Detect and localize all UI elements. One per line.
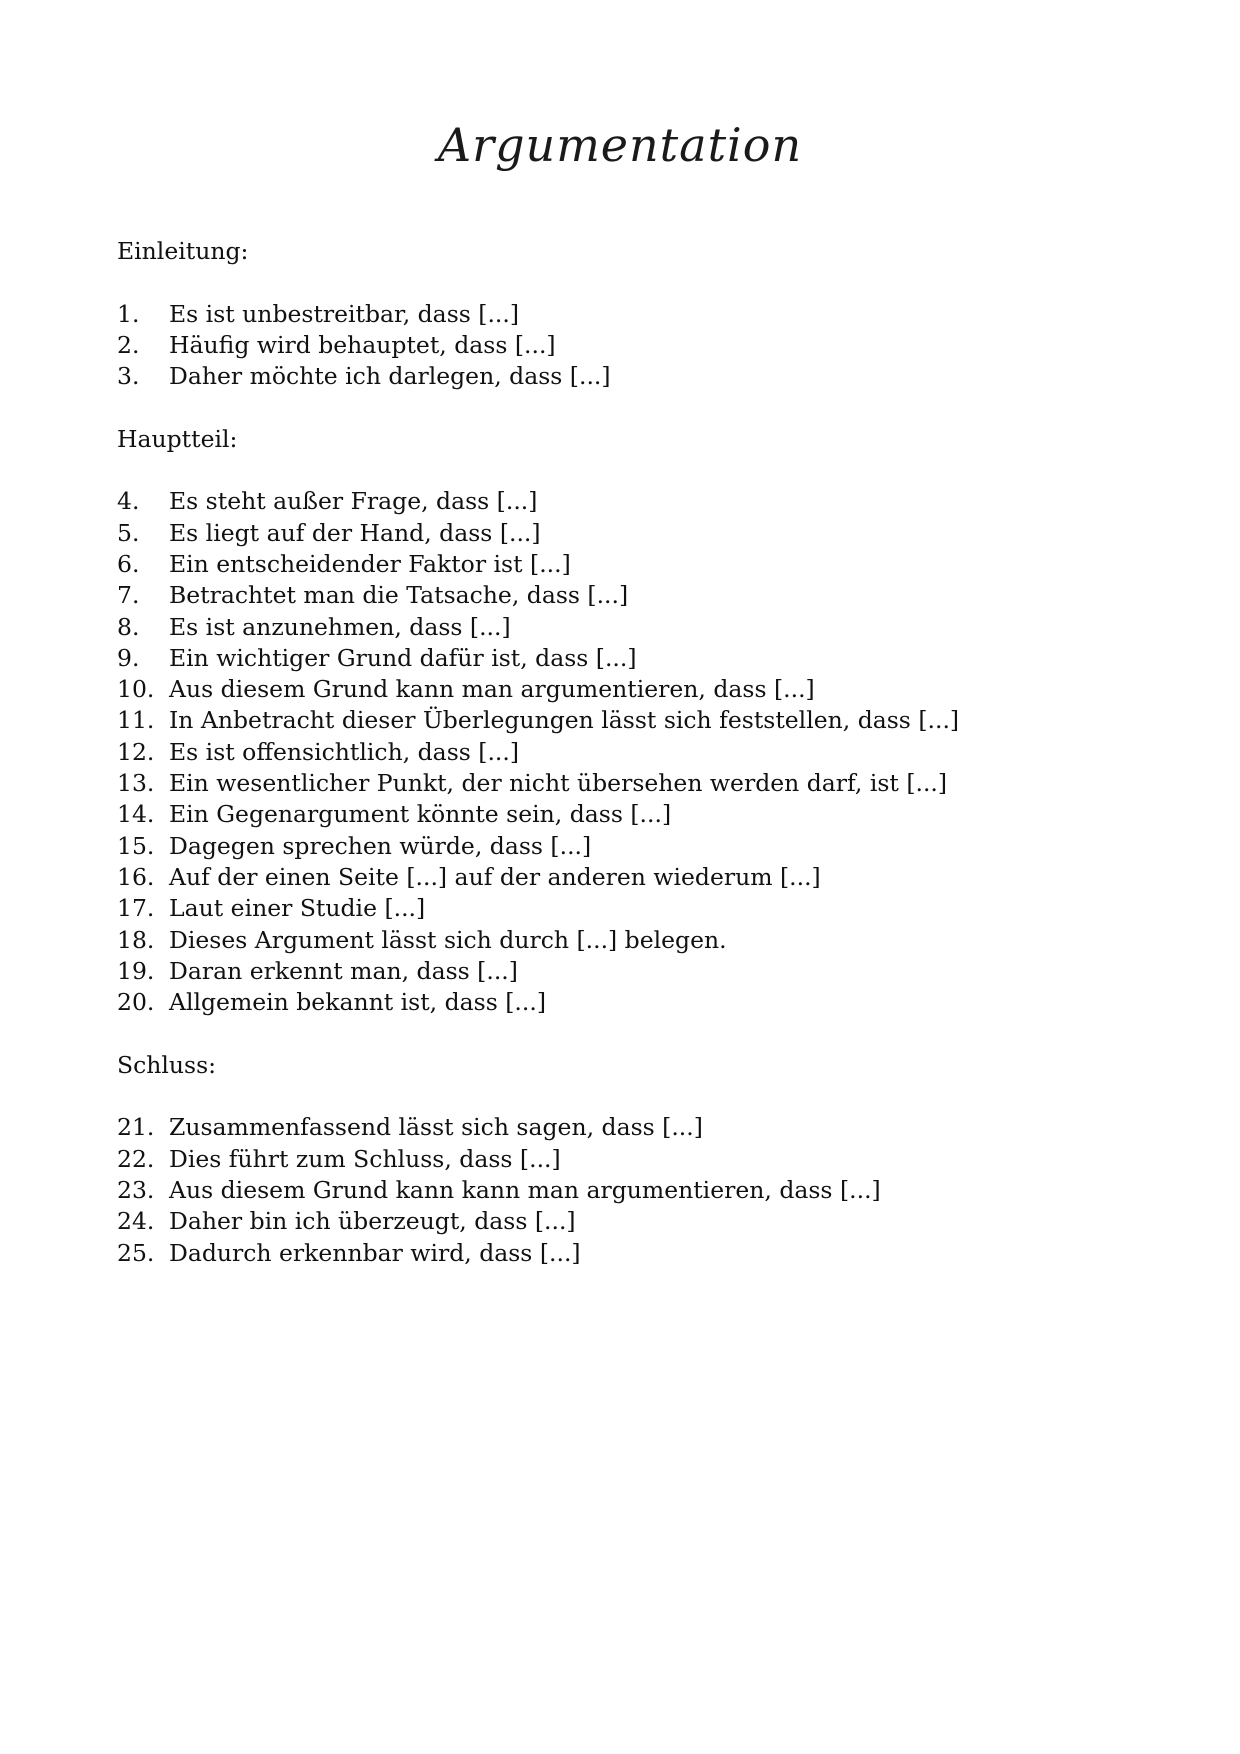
item-number: 24.	[117, 1207, 155, 1236]
item-text: Es liegt auf der Hand, dass [...]	[169, 518, 541, 547]
item-number: 10.	[117, 675, 155, 704]
list-item	[117, 299, 1137, 330]
section-einleitung	[117, 236, 1137, 392]
item-text: Es ist offensichtlich, dass [...]	[169, 737, 520, 766]
list-item	[117, 330, 1137, 361]
item-number: 13.	[117, 769, 155, 798]
item-text: Allgemein bekannt ist, dass [...]	[169, 988, 546, 1017]
list-item	[117, 361, 1137, 392]
list-item	[117, 1206, 1137, 1237]
list-item	[117, 643, 1137, 674]
item-text: Es ist anzunehmen, dass [...]	[169, 612, 511, 641]
page-title: Argumentation	[437, 118, 803, 172]
item-text: Aus diesem Grund kann man argumentieren, dass [...]	[169, 675, 815, 704]
phrase-list	[117, 486, 1137, 1018]
item-text: Dadurch erkennbar wird, dass [...]	[169, 1238, 581, 1267]
item-number: 20.	[117, 988, 155, 1017]
item-text: Laut einer Studie [...]	[169, 894, 426, 923]
list-item	[117, 956, 1137, 987]
item-number: 8.	[117, 612, 140, 641]
item-text: Aus diesem Grund kann kann man argumentieren, dass [...]	[169, 1175, 881, 1204]
list-item	[117, 705, 1137, 736]
item-text: Es ist unbestreitbar, dass [...]	[169, 299, 520, 328]
item-number: 15.	[117, 831, 155, 860]
section-heading: Hauptteil:	[117, 424, 238, 453]
item-text: Dieses Argument lässt sich durch [...] belegen.	[169, 925, 727, 954]
list-item	[117, 580, 1137, 611]
list-item	[117, 612, 1137, 643]
list-item	[117, 674, 1137, 705]
section-heading: Einleitung:	[117, 237, 249, 265]
section-schluss	[117, 1050, 1137, 1269]
item-number: 18.	[117, 925, 155, 954]
list-item	[117, 518, 1137, 549]
item-number: 23.	[117, 1175, 155, 1204]
item-text: Häufig wird behauptet, dass [...]	[169, 330, 556, 359]
item-text: In Anbetracht dieser Überlegungen lässt sich feststellen, dass [...]	[169, 706, 960, 735]
list-item	[117, 768, 1137, 799]
item-text: Ein Gegenargument könnte sein, dass [...]	[169, 800, 672, 829]
item-text: Dies führt zum Schluss, dass [...]	[169, 1144, 561, 1173]
phrase-list	[117, 1112, 1137, 1268]
list-item	[117, 1175, 1137, 1206]
item-text: Auf der einen Seite [...] auf der anderen wiederum [...]	[169, 862, 821, 891]
list-item	[117, 1238, 1137, 1269]
section-heading: Schluss:	[117, 1050, 217, 1079]
list-item	[117, 862, 1137, 893]
item-text: Betrachtet man die Tatsache, dass [...]	[169, 581, 629, 610]
item-number: 5.	[117, 518, 140, 547]
list-item	[117, 1112, 1137, 1143]
list-item	[117, 925, 1137, 956]
item-number: 14.	[117, 800, 155, 829]
list-item	[117, 893, 1137, 924]
item-number: 2.	[117, 330, 140, 359]
content-body	[117, 236, 1137, 1300]
list-item	[117, 737, 1137, 768]
item-number: 1.	[117, 299, 140, 328]
item-number: 25.	[117, 1238, 155, 1267]
item-number: 7.	[117, 581, 140, 610]
list-item	[117, 987, 1137, 1018]
item-text: Daher möchte ich darlegen, dass [...]	[169, 362, 611, 391]
item-number: 22.	[117, 1144, 155, 1173]
item-number: 16.	[117, 862, 155, 891]
item-text: Dagegen sprechen würde, dass [...]	[169, 831, 592, 860]
item-number: 21.	[117, 1113, 155, 1142]
list-item	[117, 486, 1137, 517]
item-number: 11.	[117, 706, 155, 735]
item-text: Ein entscheidender Faktor ist [...]	[169, 549, 571, 578]
item-text: Es steht außer Frage, dass [...]	[169, 487, 538, 516]
item-number: 6.	[117, 549, 140, 578]
list-item	[117, 831, 1137, 862]
section-hauptteil	[117, 424, 1137, 1019]
phrase-list	[117, 299, 1137, 393]
item-number: 3.	[117, 362, 140, 391]
item-text: Ein wesentlicher Punkt, der nicht übersehen werden darf, ist [...]	[169, 769, 948, 798]
item-text: Ein wichtiger Grund dafür ist, dass [...]	[169, 643, 637, 672]
item-number: 12.	[117, 737, 155, 766]
item-text: Daran erkennt man, dass [...]	[169, 956, 518, 985]
item-text: Daher bin ich überzeugt, dass [...]	[169, 1207, 576, 1236]
list-item	[117, 1144, 1137, 1175]
item-text: Zusammenfassend lässt sich sagen, dass [...]	[169, 1113, 703, 1142]
list-item	[117, 549, 1137, 580]
list-item	[117, 799, 1137, 830]
item-number: 17.	[117, 894, 155, 923]
item-number: 9.	[117, 643, 140, 672]
item-number: 4.	[117, 487, 140, 516]
item-number: 19.	[117, 956, 155, 985]
